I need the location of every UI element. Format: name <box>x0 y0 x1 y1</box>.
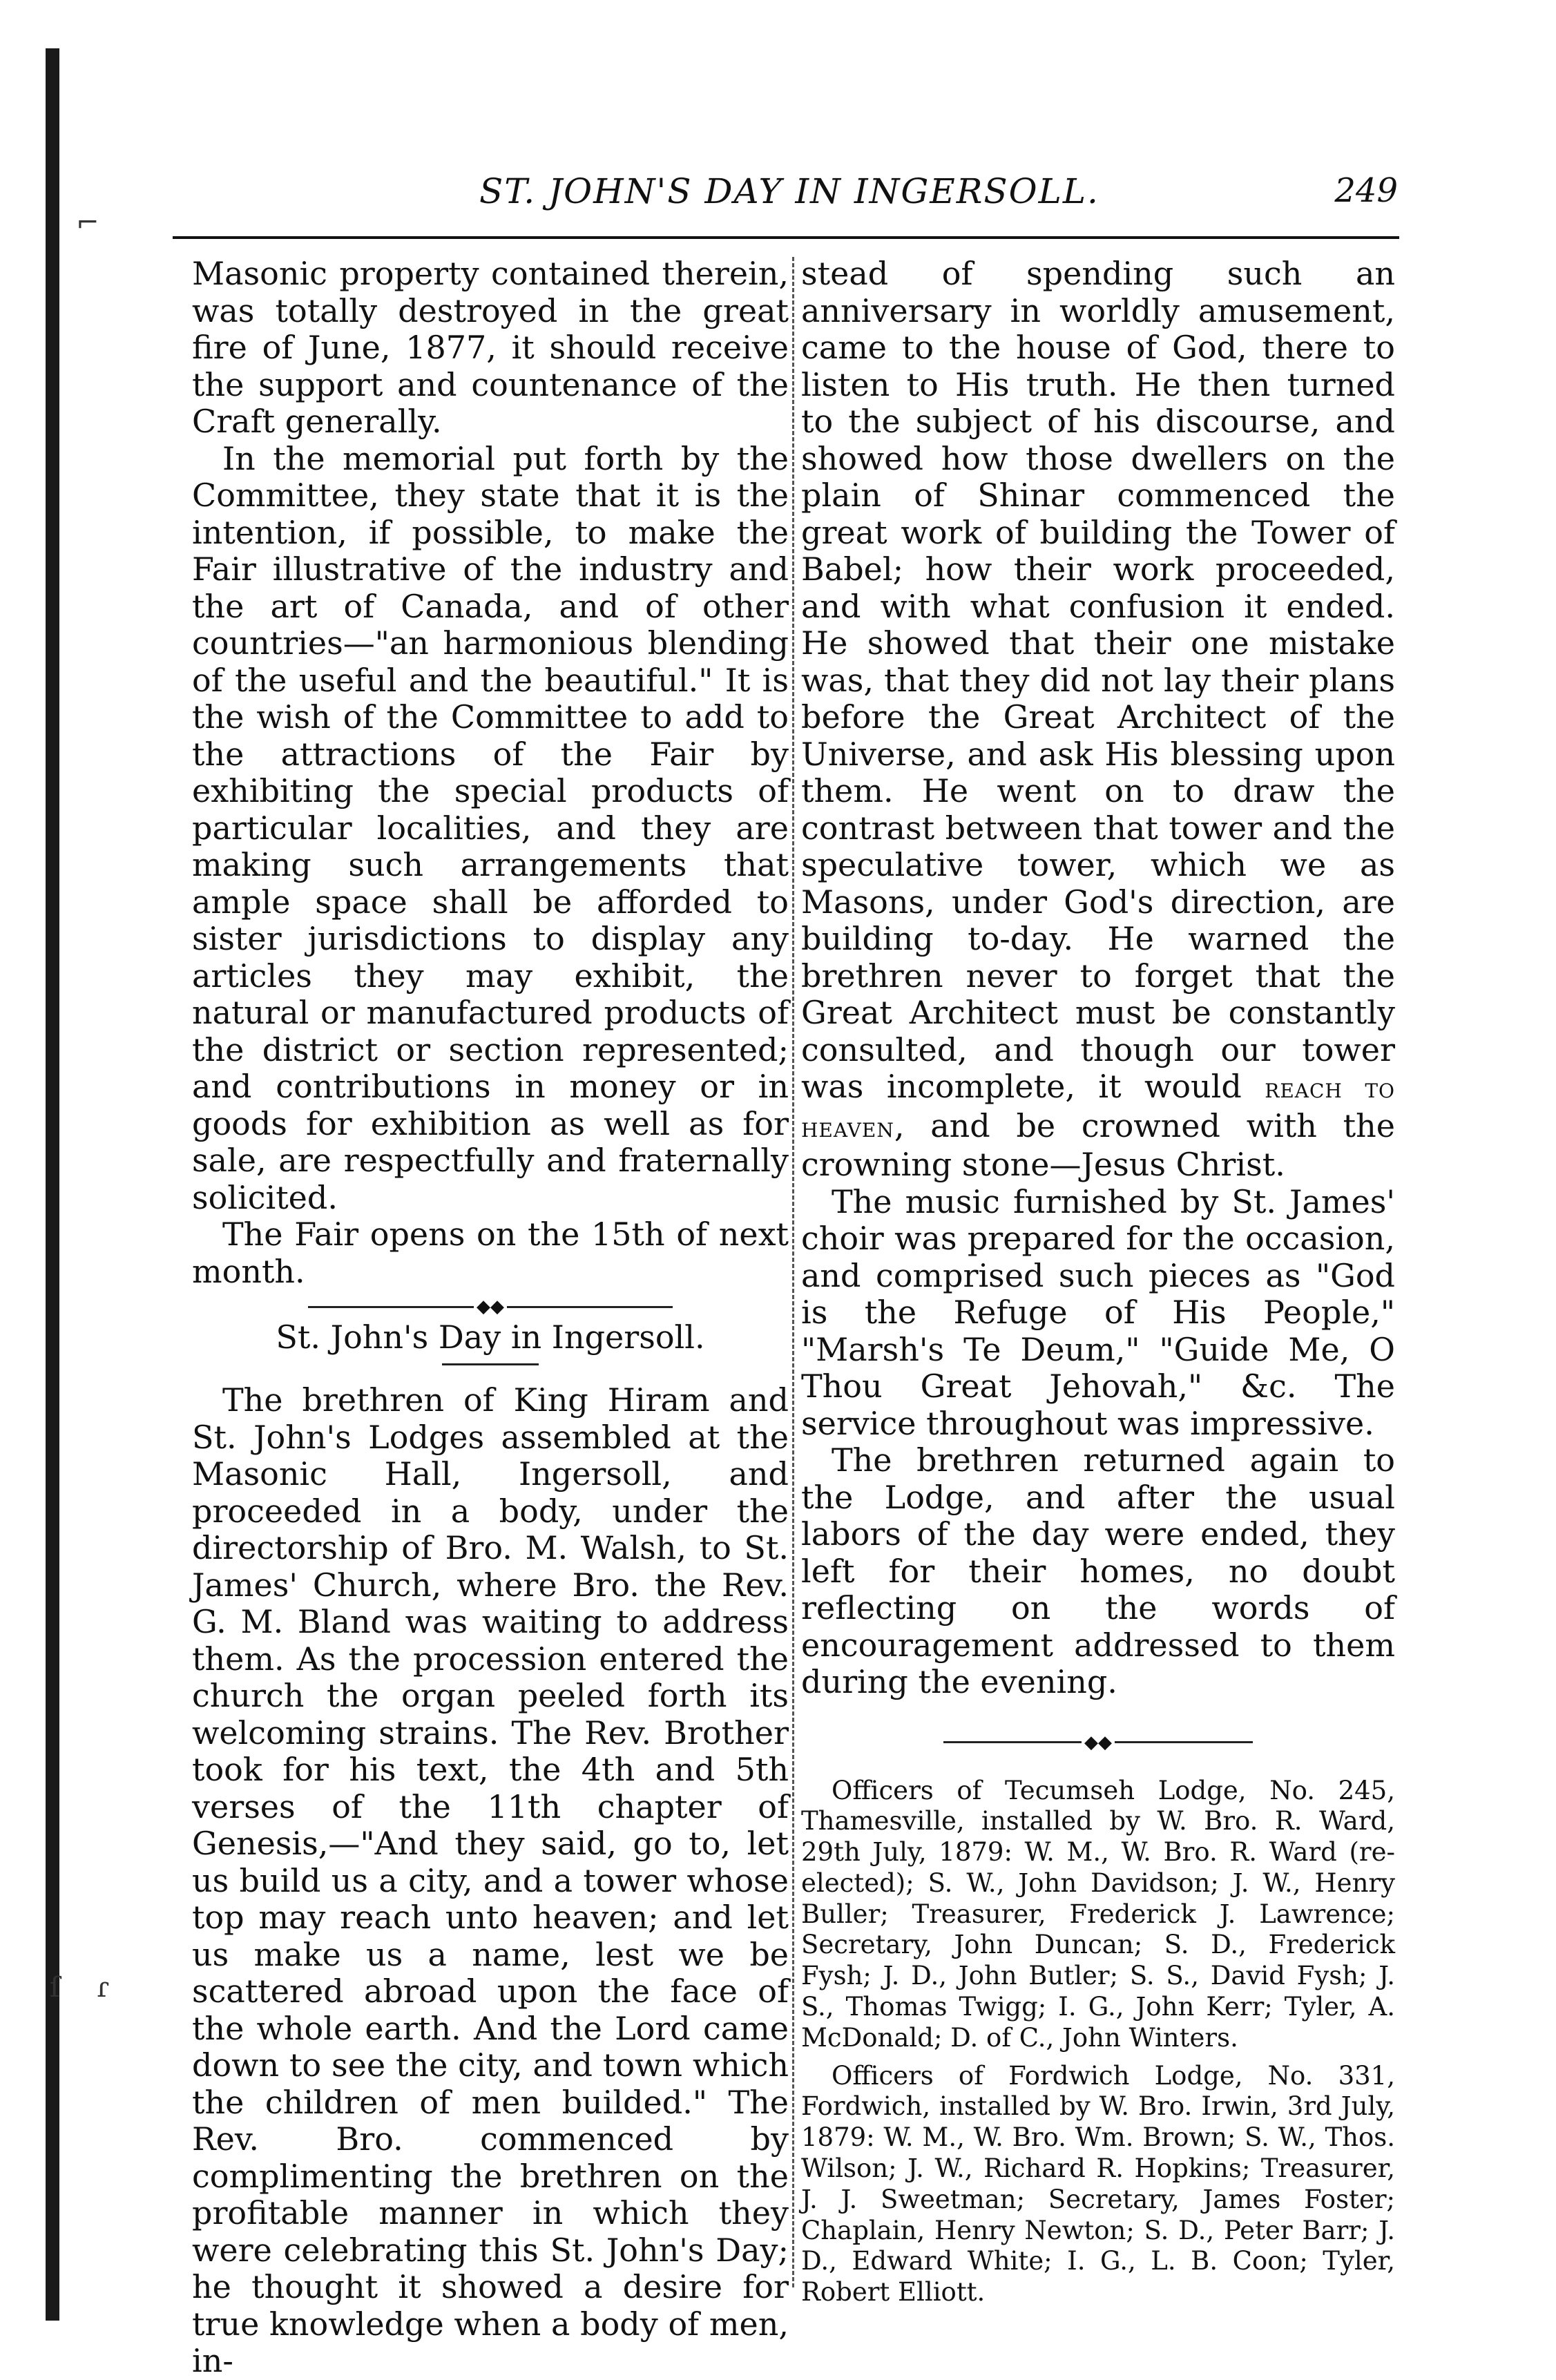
page-number: 249 <box>1334 171 1398 210</box>
paragraph <box>801 256 1395 1184</box>
column-divider <box>792 257 794 2287</box>
separator-ornament: ◆◆ <box>477 1296 504 1317</box>
left-column <box>192 256 789 2380</box>
paragraph: In the memorial put forth by the Committee, they state that it is the intention, if possible, to make the Fair illustrative of the industry and the art of Canada, and of other countries—"an harmonious blending of the useful and the beautiful." It is the wish of the Committee to add to the attractions of the Fair by exhibiting the special products of particular localities, and they are making such arrangements that ample space shall be afforded to sister jurisdictions to display any articles they may exhibit, the natural or manufactured products of the district or section represented; and contributions in money or in goods for exhibition as well as for sale, are respectfully and fraternally solicited. <box>192 439 789 1216</box>
paragraph: The Fair opens on the 15th of next month. <box>192 1216 789 1290</box>
heading-rule <box>442 1363 539 1365</box>
right-column <box>801 256 1395 2308</box>
header-rule <box>173 236 1399 239</box>
paragraph: Masonic property contained therein, was totally destroyed in the great fire of June, 1877, it should receive the support and countenance of the Craft generally. <box>192 255 789 440</box>
separator-rule <box>943 1741 1082 1743</box>
paragraph-text: stead of spending such an anniversary in worldly amusement, came to the house of God, there to listen to His truth. He then turned to the subject of his discourse, and showed how those dwellers on the plain of Shinar commenced the great work of building the Tower of Babel; how their work proceeded, and with what confusion it ended. He showed that their one mistake was, that they did not lay their plans before the Great Architect of the Universe, and ask His blessing upon them. He went on to draw the contrast between that tower and the speculative tower, which we as Masons, under God's direction, are building to-day. He warned the brethren never to forget that the Great Architect must be constantly consulted, and though our tower was incomplete, it would <box>801 255 1395 1105</box>
separator-rule <box>1115 1741 1253 1743</box>
small-caps-text: reach to heaven <box>801 1073 1395 1144</box>
article-heading: St. John's Day in Ingersoll. <box>276 1318 705 1356</box>
officers-notice: Officers of Fordwich Lodge, No. 331, Fordwich, installed by W. Bro. Irwin, 3rd July, 1879: W. M., W. Bro. Wm. Brown; S. W., Thos. Wilson; J. W., Richard R. Hopkins; Treasurer, J. J. Sweetman; Secretary, James Foster; Chaplain, Henry Newton; S. D., Peter Barr; J. D., Edward White; I. G., L. B. Coon; Tyler, Robert Elliott. <box>801 2060 1395 2307</box>
paragraph-text: , and be crowned with the crowning stone—Jesus Christ. <box>801 1106 1395 1183</box>
paragraph: The brethren returned again to the Lodge, and after the usual labors of the day were ended, they left for their homes, no doubt reflecting on the words of encouragement addressed to them during the evening. <box>801 1441 1395 1700</box>
page-header <box>181 171 1398 220</box>
section-separator <box>801 1729 1395 1751</box>
margin-mark: ⌐ <box>76 207 99 239</box>
paragraph: The brethren of King Hiram and St. John's Lodges assembled at the Masonic Hall, Ingersoll, and proceeded in a body, under the directorship of Bro. M. Walsh, to St. James' Church, where Bro. the Rev. G. M. Bland was waiting to address them. As the procession entered the church the organ peeled forth its welcoming strains. The Rev. Brother took for his text, the 4th and 5th verses of the 11th chapter of Genesis,—"And they said, go to, let us build us a city, and a tower whose top may reach unto heaven; and let us make us a name, lest we be scattered abroad upon the face of the whole earth. And the Lord came down to see the city, and town which the children of men builded." The Rev. Bro. commenced by complimenting the brethren on the profitable manner in which they were celebrating this St. John's Day; he thought it showed a desire for true knowledge when a body of men, in- <box>192 1381 789 2379</box>
paragraph: The music furnished by St. James' choir was prepared for the occasion, and comprised such pieces as "God is the Refuge of His People," "Marsh's Te Deum," "Guide Me, O Thou Great Jehovah," &c. The service throughout was impressive. <box>801 1182 1395 1442</box>
margin-mark: ɾ <box>97 1972 110 2004</box>
separator-rule <box>507 1306 673 1308</box>
separator-rule <box>308 1306 474 1308</box>
section-separator <box>192 1293 789 1315</box>
margin-mark: ſ <box>50 1972 60 2004</box>
separator-ornament: ◆◆ <box>1084 1731 1112 1753</box>
running-title: ST. JOHN'S DAY IN INGERSOLL. <box>479 171 1099 211</box>
officers-notice: Officers of Tecumseh Lodge, No. 245, Thamesville, installed by W. Bro. R. Ward, 29th July, 1879: W. M., W. Bro. R. Ward (re-elected); S. W., John Davidson; J. W., Henry Buller; Treasurer, Frederick J. Lawrence; Secretary, John Duncan; S. D., Frederick Fysh; J. D., John Butler; S. S., David Fysh; J. S., Thomas Twigg; I. G., John Kerr; Tyler, A. McDonald; D. of C., John Winters. <box>801 1775 1395 2053</box>
